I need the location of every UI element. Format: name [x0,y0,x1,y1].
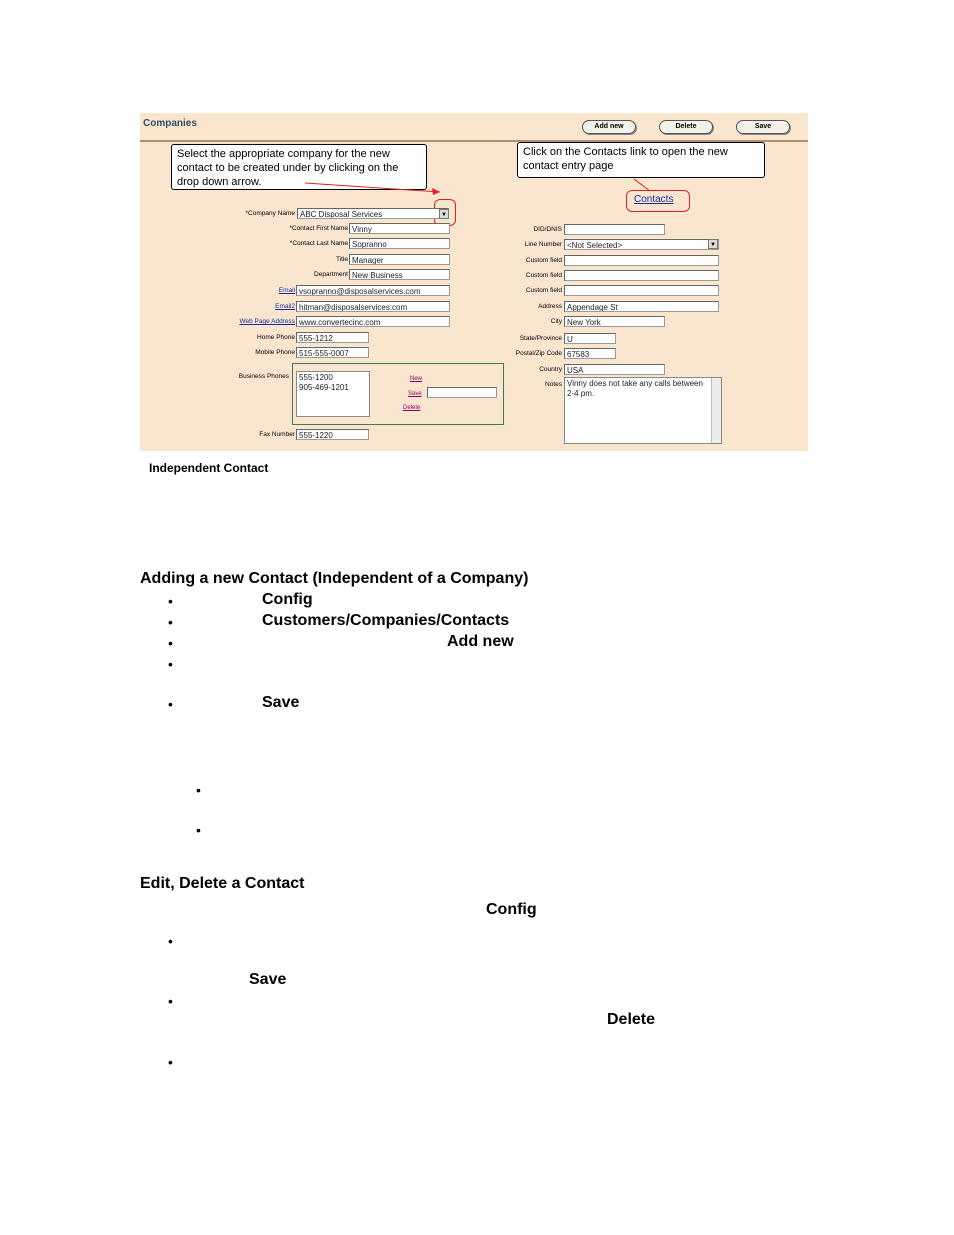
notes-label: Notes [545,381,562,388]
add-new-button[interactable]: Add new [582,120,636,134]
mobile-phone-field[interactable]: 515-555-0007 [296,347,369,358]
email-field[interactable]: vsopranno@disposalservices.com [296,285,450,296]
phone-delete-link[interactable]: Delete [403,405,421,411]
bullet: • [196,822,201,838]
address-field[interactable]: Appendage St [564,301,719,312]
bullet: • [168,656,173,672]
custom-field-2[interactable] [564,270,719,281]
title-field[interactable]: Manager [349,254,450,265]
bullet: • [168,635,173,651]
first-name-label: *Contact First Name [289,225,348,232]
last-name-label: *Contact Last Name [289,240,348,247]
company-name-select[interactable]: ABC Disposal Services [297,208,449,219]
notes-scrollbar[interactable] [711,378,721,443]
custom-field-label: Custom field [525,257,562,264]
business-phones-list[interactable] [296,371,370,417]
line-number-select[interactable]: <Not Selected> [564,239,719,250]
line-number-label: Line Number [524,241,562,248]
chevron-down-icon[interactable]: ▼ [439,209,449,219]
did-label: DID/DNIS [533,226,562,233]
bullet: • [168,933,173,949]
bullet: • [168,614,173,630]
email2-field[interactable]: hitman@disposalservices.com [296,301,450,312]
contacts-link[interactable]: Contacts [634,194,674,205]
title-label: Title [335,256,348,263]
email2-label[interactable]: Email2 [275,303,295,310]
country-label: Country [539,366,562,373]
business-phone-item[interactable]: 905-469-1201 [299,383,349,392]
bold-add-new: Add new [447,633,514,650]
phone-new-link[interactable]: New [410,376,423,382]
bullet: • [168,593,173,609]
page-title: Companies [143,118,197,129]
phone-save-link[interactable]: Save [408,391,422,397]
chevron-down-icon[interactable]: ▼ [708,239,718,249]
last-name-field[interactable]: Sopranno [349,238,450,249]
bullet: • [168,696,173,712]
bold-save: Save [249,971,287,988]
contact-entry-screenshot [140,113,808,451]
custom-field-1[interactable] [564,255,719,266]
department-label: Department [314,271,348,278]
mobile-phone-label: Mobile Phone [255,349,295,356]
bullet: • [168,993,173,1009]
city-label: City [550,318,562,325]
business-phone-item[interactable]: 555-1200 [299,373,333,382]
home-phone-label: Home Phone [257,334,295,341]
save-button[interactable]: Save [736,120,790,134]
custom-field-label: Custom field [525,287,562,294]
callout-company-dropdown: Select the appropriate company for the new contact to be created under by clicking on the drop down arrow. [171,144,427,190]
postal-label: Postal/Zip Code [515,350,562,357]
section-heading-add-contact: Adding a new Contact (Independent of a Company) [140,570,529,587]
fax-field[interactable]: 555-1220 [296,429,369,440]
bold-save: Save [262,694,300,711]
delete-button[interactable]: Delete [659,120,713,134]
address-label: Address [538,303,562,310]
bullet: • [196,782,201,798]
home-phone-field[interactable]: 555-1212 [296,332,369,343]
city-field[interactable]: New York [564,316,665,327]
figure-caption: Independent Contact [149,461,269,475]
phone-entry-field[interactable] [427,387,497,398]
state-label: State/Province [519,335,562,342]
bold-delete: Delete [607,1011,656,1028]
country-field[interactable]: USA [564,364,665,375]
bold-config: Config [262,591,313,608]
web-page-label[interactable]: Web Page Address [239,318,295,325]
callout-contacts-link: Click on the Contacts link to open the new contact entry page [517,142,765,178]
section-heading-edit-delete: Edit, Delete a Contact [140,875,305,892]
company-name-label: *Company Name [245,210,295,217]
department-field[interactable]: New Business [349,269,450,280]
first-name-field[interactable]: Vinny [349,223,450,234]
custom-field-label: Custom field [525,272,562,279]
bold-customers-path: Customers/Companies/Contacts [262,612,510,629]
bold-config: Config [486,901,537,918]
web-page-field[interactable]: www.convertecinc.com [296,316,450,327]
email-label[interactable]: Email [278,287,295,294]
postal-field[interactable]: 67583 [564,348,616,359]
did-field[interactable] [564,224,665,235]
state-field[interactable]: U [564,333,616,344]
notes-textarea[interactable]: Vinny does not take any calls between 2-4 pm. [564,377,722,444]
fax-label: Fax Number [259,431,295,438]
bullet: • [168,1054,173,1070]
custom-field-3[interactable] [564,285,719,296]
business-phones-label: Business Phones [238,373,289,380]
